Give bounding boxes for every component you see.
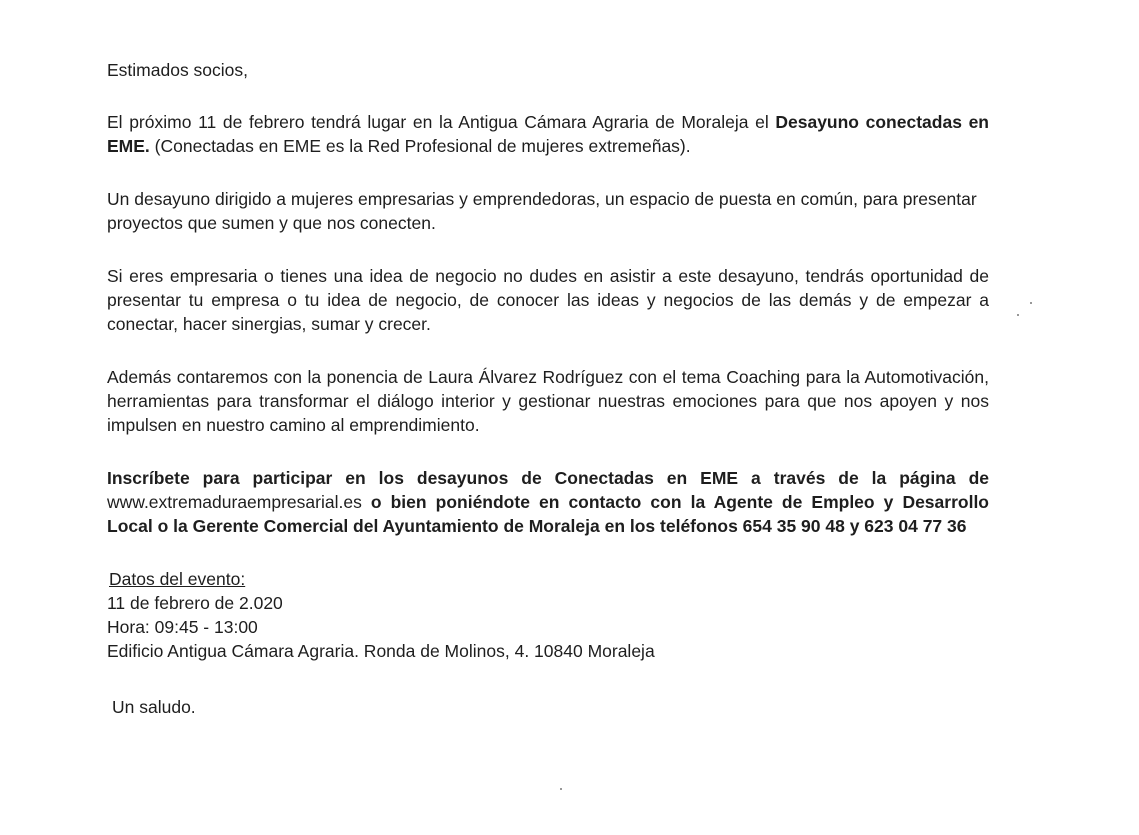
event-name: Desayuno conectadas en EME.: [107, 112, 989, 156]
paragraph-speaker: Además contaremos con la ponencia de Laura Álvarez Rodríguez con el tema Coaching para la Automotivación, herramientas para transformar el diálogo interior y gestionar nuestras emociones para que nos apoyen y nos impulsen en nuestro camino al emprendimiento.: [107, 367, 989, 435]
paragraph-description: Un desayuno dirigido a mujeres empresarias y emprendedoras, un espacio de puesta en común, para presentar proyectos que sumen y que nos conecten.: [107, 189, 977, 233]
event-details: [107, 567, 989, 663]
paragraph-invitation: Si eres empresaria o tienes una idea de negocio no dudes en asistir a este desayuno, tendrás oportunidad de presentar tu empresa o tu idea de negocio, de conocer las ideas y negocios de las demás y de empezar a conectar, hacer sinergias, sumar y crecer.: [107, 266, 989, 334]
greeting: Estimados socios,: [107, 60, 249, 80]
paragraph-event-announcement: [107, 110, 989, 158]
closing: Un saludo.: [112, 697, 196, 717]
registration-website: www.extremaduraempresarial.es: [107, 492, 362, 512]
scan-speck: [560, 788, 562, 790]
letter-body: [107, 58, 989, 719]
scan-speck: [1017, 314, 1019, 316]
announcement-text: El próximo 11 de febrero tendrá lugar en la Antigua Cámara Agraria de Moraleja el: [107, 112, 776, 132]
event-time: Hora: 09:45 - 13:00: [107, 617, 258, 637]
registration-contact: o bien poniéndote en contacto con la Agente de Empleo y Desarrollo Local o la Gerente Comercial del Ayuntamiento de Moraleja en los teléfonos 654 35 90 48 y 623 04 77 36: [107, 492, 989, 536]
paragraph-registration: [107, 466, 989, 538]
event-location: Edificio Antigua Cámara Agraria. Ronda de Molinos, 4. 10840 Moraleja: [107, 641, 655, 661]
event-date: 11 de febrero de 2.020: [107, 593, 283, 613]
registration-text: Inscríbete para participar en los desayunos de Conectadas en EME a través de la página de: [107, 468, 989, 488]
announcement-note: (Conectadas en EME es la Red Profesional de mujeres extremeñas).: [149, 136, 691, 156]
scan-speck: [1030, 302, 1032, 304]
event-details-title: Datos del evento:: [109, 569, 246, 589]
